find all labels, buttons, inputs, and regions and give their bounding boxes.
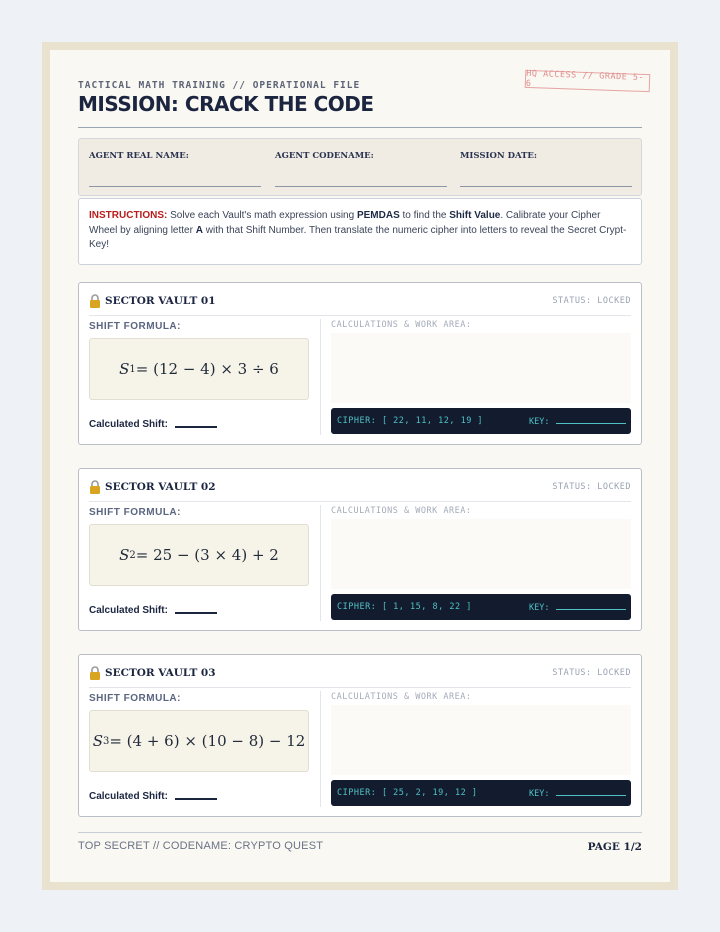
instructions-text-4: with that Shift Number. Then translate the numeric cipher into letters to reveal the Secret Crypt-Key! (89, 224, 627, 250)
calculated-shift-answer-line[interactable] (175, 612, 217, 614)
agent-codename-field[interactable] (275, 151, 447, 161)
key-answer-line[interactable] (556, 609, 626, 610)
agent-real-name-label: AGENT REAL NAME: (89, 151, 189, 161)
key-label: KEY: (529, 417, 550, 427)
vault-title: SECTOR VAULT 03 (105, 667, 216, 679)
formula-variable: S (119, 360, 130, 378)
file-eyebrow: TACTICAL MATH TRAINING // OPERATIONAL FILE (78, 80, 361, 91)
footer-classification: TOP SECRET // CODENAME: CRYPTO QUEST (78, 840, 324, 852)
agent-info-box (78, 138, 642, 196)
instructions-lead: INSTRUCTIONS: (89, 210, 168, 221)
shift-formula (89, 710, 309, 772)
column-divider (320, 505, 321, 621)
vault-status: STATUS: LOCKED (552, 296, 631, 306)
agent-real-name-field[interactable] (89, 151, 261, 161)
vault-status: STATUS: LOCKED (552, 482, 631, 492)
lock-icon (89, 294, 101, 308)
calculated-shift-label: Calculated Shift: (89, 791, 168, 802)
lock-icon (89, 480, 101, 494)
cipher-values: CIPHER: [ 22, 11, 12, 19 ] (337, 416, 484, 426)
agent-codename-line[interactable] (275, 186, 447, 187)
agent-real-name-line[interactable] (89, 186, 261, 187)
vault-header (89, 293, 631, 316)
access-stamp: HQ ACCESS // GRADE 5-6 (525, 70, 651, 92)
vault-header (89, 479, 631, 502)
shift-formula-label: SHIFT FORMULA: (89, 693, 181, 704)
agent-codename-label: AGENT CODENAME: (275, 151, 374, 161)
title-divider (78, 127, 642, 128)
lock-icon (89, 666, 101, 680)
cipher-values: CIPHER: [ 1, 15, 8, 22 ] (337, 602, 472, 612)
instructions-shift-value: Shift Value (449, 210, 501, 221)
cipher-bar (331, 780, 631, 806)
work-area-label: CALCULATIONS & WORK AREA: (331, 506, 472, 516)
shift-formula (89, 524, 309, 586)
formula-subscript: 1 (129, 363, 136, 375)
work-area[interactable] (331, 333, 631, 403)
worksheet-paper (50, 50, 670, 882)
calculated-shift-label: Calculated Shift: (89, 419, 168, 430)
mission-date-field[interactable] (460, 151, 632, 161)
instructions-text-2: to find the (399, 210, 450, 221)
cipher-bar (331, 408, 631, 434)
mission-date-line[interactable] (460, 186, 632, 187)
work-area[interactable] (331, 705, 631, 775)
sector-vault-03 (78, 654, 642, 817)
formula-subscript: 2 (129, 549, 136, 561)
mission-date-label: MISSION DATE: (460, 151, 538, 161)
key-answer-line[interactable] (556, 795, 626, 796)
work-area-label: CALCULATIONS & WORK AREA: (331, 320, 472, 330)
sector-vault-01 (78, 282, 642, 445)
vault-status: STATUS: LOCKED (552, 668, 631, 678)
formula-expression: = 25 − (3 × 4) + 2 (135, 546, 279, 564)
vault-title: SECTOR VAULT 01 (105, 295, 216, 307)
instructions-text-3: . Calibrate your Cipher Wheel by aligning letter (89, 210, 601, 236)
shift-formula-label: SHIFT FORMULA: (89, 507, 181, 518)
instructions-text-1: Solve each Vault's math expression using (167, 210, 357, 221)
instructions-letter: A (195, 224, 203, 236)
footer-divider (78, 832, 642, 833)
cipher-bar (331, 594, 631, 620)
shift-formula (89, 338, 309, 400)
instructions-box (78, 198, 642, 265)
shift-formula-label: SHIFT FORMULA: (89, 321, 181, 332)
sector-vault-02 (78, 468, 642, 631)
key-label: KEY: (529, 603, 550, 613)
page-number: PAGE 1/2 (587, 841, 642, 853)
column-divider (320, 691, 321, 807)
formula-variable: S (119, 546, 130, 564)
key-answer-line[interactable] (556, 423, 626, 424)
formula-expression: = (12 − 4) × 3 ÷ 6 (135, 360, 279, 378)
calculated-shift-answer-line[interactable] (175, 798, 217, 800)
formula-variable: S (92, 732, 103, 750)
worksheet-frame (42, 42, 678, 890)
instructions-pemdas: PEMDAS (356, 210, 400, 221)
cipher-values: CIPHER: [ 25, 2, 19, 12 ] (337, 788, 478, 798)
column-divider (320, 319, 321, 435)
key-label: KEY: (529, 789, 550, 799)
calculated-shift-label: Calculated Shift: (89, 605, 168, 616)
page-title: MISSION: CRACK THE CODE (78, 92, 374, 116)
vault-title: SECTOR VAULT 02 (105, 481, 216, 493)
formula-expression: = (4 + 6) × (10 − 8) − 12 (109, 732, 306, 750)
work-area[interactable] (331, 519, 631, 589)
calculated-shift-answer-line[interactable] (175, 426, 217, 428)
work-area-label: CALCULATIONS & WORK AREA: (331, 692, 472, 702)
vault-header (89, 665, 631, 688)
formula-subscript: 3 (102, 735, 110, 747)
